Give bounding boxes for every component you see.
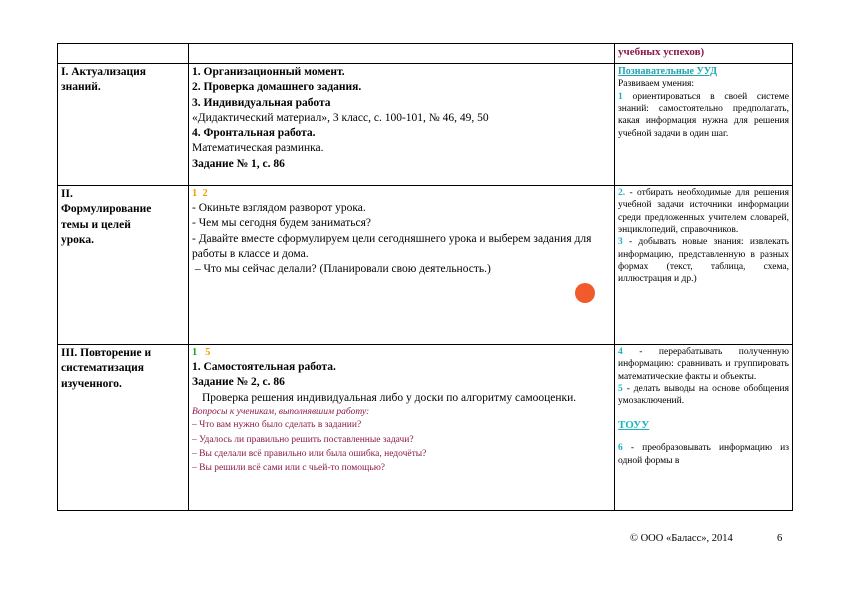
uud-cell <box>615 186 793 345</box>
question-item: – Удалось ли правильно решить поставленные задачи? <box>192 434 414 445</box>
task-number: 5 <box>205 347 211 358</box>
task-number: 1 <box>192 188 198 199</box>
header-cell-1 <box>58 44 189 64</box>
table-row <box>58 64 793 186</box>
uud-text: - преобразовывать информацию из одной формы в <box>618 443 790 466</box>
task-numbers <box>192 346 611 360</box>
content-line: «Дидактический материал», 3 класс, с. 100-101, № 46, 49, 50 <box>192 111 489 124</box>
uud-number: 1 <box>618 91 623 102</box>
uud-cell <box>615 64 793 186</box>
content-line: Задание № 2, с. 86 <box>192 376 285 389</box>
content-line: 1. Самостоятельная работа. <box>192 360 336 373</box>
footer-copyright: © ООО «Баласс», 2014 <box>630 533 733 544</box>
content-line: - Чем мы сегодня будем заниматься? <box>192 217 371 230</box>
toud-heading: ТОУУ <box>618 418 650 431</box>
uud-text: - добывать новые знания: извлекать информацию, представленную в разных формах (текст, таблица, схема, иллюстрация и др.) <box>618 237 789 285</box>
uud-item <box>618 236 789 285</box>
content-line: – Что мы сейчас делали? (Планировали свою деятельность.) <box>192 263 491 276</box>
orange-dot-marker <box>575 283 595 303</box>
uud-item <box>618 346 789 383</box>
content-line: - Давайте вместе сформулируем цели сегодняшнего урока и выберем задания для работы в классе и дома. <box>192 232 592 260</box>
question-item: – Что вам нужно было сделать в задании? <box>192 420 362 431</box>
content-line: 1. Организационный момент. <box>192 66 345 78</box>
uud-number: 5 <box>618 384 623 395</box>
uud-item <box>618 187 789 236</box>
uud-cell <box>615 345 793 511</box>
question-item: – Вы решили всё сами или с чьей-то помощью? <box>192 463 386 474</box>
content-line: 3. Индивидуальная работа <box>192 96 331 109</box>
uud-number: 4 <box>618 347 623 357</box>
uud-intro: Развиваем умения: <box>618 79 695 90</box>
table-row <box>58 345 793 511</box>
content-cell <box>189 345 615 511</box>
table-row <box>58 44 793 64</box>
header-text: учебных успехов) <box>618 46 705 58</box>
content-line: Математическая разминка. <box>192 142 324 155</box>
uud-text: - перерабатывать полученную информацию: сравнивать и группировать математические факты и объекты. <box>618 347 789 382</box>
uud-item <box>618 91 789 140</box>
uud-text: - отбирать необходимые для решения учебной задачи источники информации среди предложенных учителем словарей, энциклопедий, справочников. <box>618 188 789 236</box>
task-number: 1 <box>192 347 198 358</box>
header-cell-2 <box>189 44 615 64</box>
task-numbers <box>192 187 611 201</box>
uud-item <box>618 383 789 408</box>
content-line: Задание № 1, с. 86 <box>192 157 285 170</box>
content-cell <box>189 186 615 345</box>
stage-cell <box>58 64 189 186</box>
content-line: Проверка решения индивидуальная либо у доски по алгоритму самооценки. <box>202 391 577 404</box>
page-number: 6 <box>777 533 783 544</box>
task-number: 2 <box>202 188 208 199</box>
lesson-table <box>57 43 793 511</box>
stage-cell <box>58 186 189 345</box>
header-cell-3 <box>615 44 793 64</box>
stage-title: I. Актуализация знаний. <box>61 66 147 94</box>
content-line: - Окиньте взглядом разворот урока. <box>192 201 366 214</box>
uud-text: ориентироваться в своей системе знаний: самостоятельно предполагать, какая информация нужна для решения учебной задачи в один шаг. <box>618 91 789 139</box>
stage-title: II. Формулирование темы и целей урока. <box>61 188 152 246</box>
uud-number: 3 <box>618 237 623 248</box>
uud-number: 6 <box>618 443 623 454</box>
content-line: 2. Проверка домашнего задания. <box>192 81 362 94</box>
stage-title: III. Повторение и систематизация изученного. <box>61 347 152 390</box>
uud-text: - делать выводы на основе обобщения умозаключений. <box>618 384 789 407</box>
questions-title: Вопросы к ученикам, выполнявшим работу: <box>192 406 370 417</box>
content-cell <box>189 64 615 186</box>
table-row <box>58 186 793 345</box>
uud-item <box>618 442 789 467</box>
content-line: 4. Фронтальная работа. <box>192 127 316 140</box>
question-item: – Вы сделали всё правильно или была ошибка, недочёты? <box>192 448 427 459</box>
uud-heading: Познавательные УУД <box>618 66 718 77</box>
stage-cell <box>58 345 189 511</box>
uud-number: 2. <box>618 188 626 198</box>
